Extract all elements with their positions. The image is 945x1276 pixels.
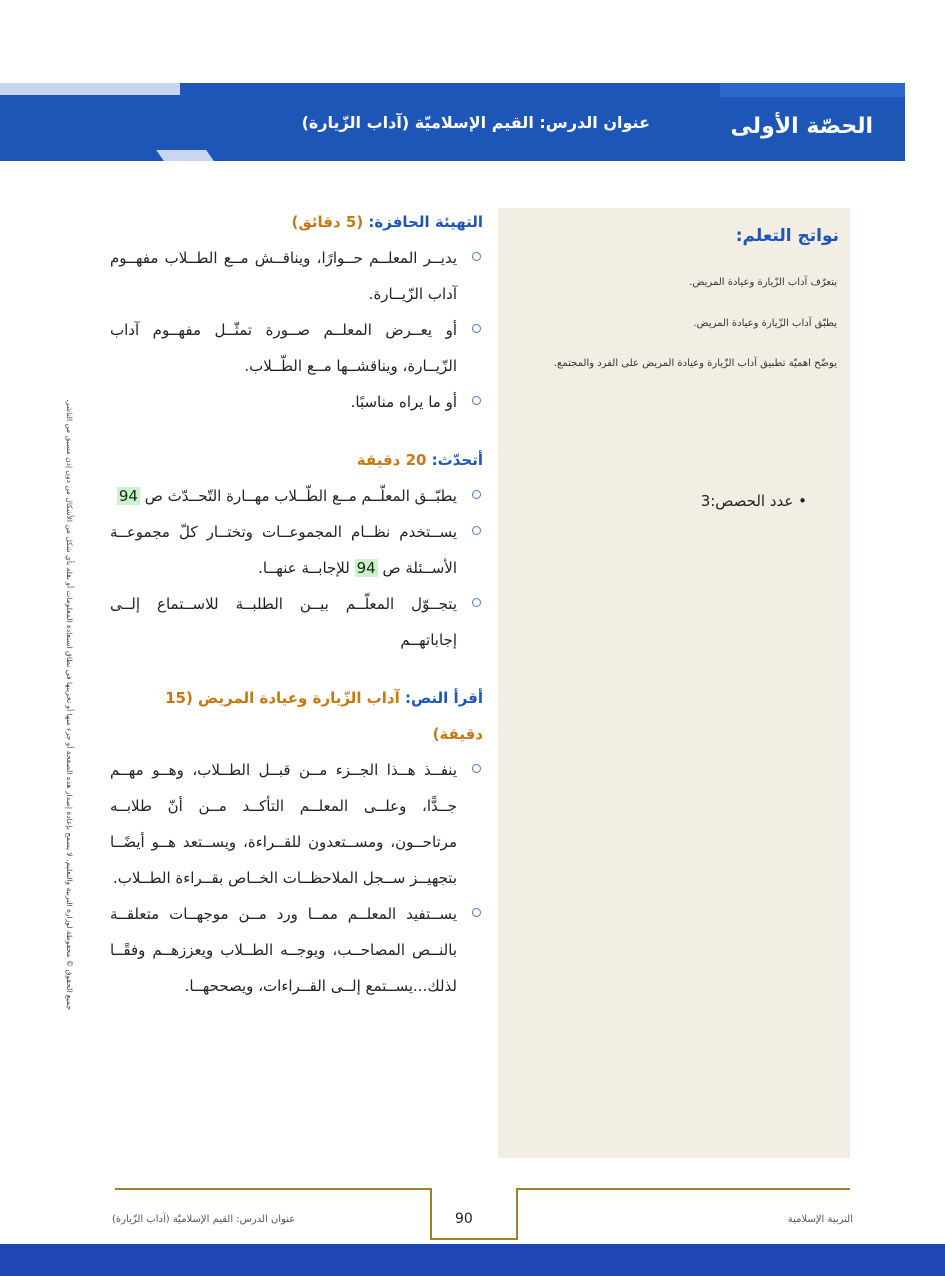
footer-subject: التربية الإسلامية [787, 1214, 853, 1225]
lesson-number: الحصّة الأولى [730, 114, 873, 139]
list-item [110, 312, 483, 384]
list-item-text: للإجابــة عنهــا. [258, 559, 350, 577]
section-label: أتحدّث: [431, 451, 483, 469]
circle-bullet-icon [472, 764, 481, 773]
list-item-text: أو ما يراه مناسبًا. [350, 393, 457, 411]
outcome-item: يتعرّف آداب الزّيارة وعيادة المريض. [689, 277, 837, 288]
footer-lesson-title: عنوان الدرس: القيم الإسلاميّة (آداب الزّيارة) [112, 1214, 296, 1225]
list-item [110, 752, 483, 896]
section-time: (5 دقائق) [291, 213, 369, 231]
list-item-text: يطبّــق المعلّــم مــع الطّــلاب مهــارة التّحــدّث ص [144, 487, 457, 505]
list-item [110, 240, 483, 312]
speaking-list [110, 478, 483, 658]
banner-accent [156, 150, 214, 161]
circle-bullet-icon [472, 526, 481, 535]
copyright-note: جميع الحقوق © محفوظة لوزارة التربية والتعليم. لا يسمح بإعادة إصدار هذه الصفحة أو جزء منها أو تخزينها في نطاق استعادة المعلومات أو نقله بأي شكل من الأشكال من دون إذن مسبق من الناشر. [65, 399, 74, 1010]
list-item [110, 514, 483, 586]
section-time: آداب الزّيارة وعيادة المريض (15 دقيقة) [165, 689, 483, 743]
circle-bullet-icon [472, 598, 481, 607]
page-reference: 94 [118, 487, 138, 505]
warmup-list [110, 240, 483, 420]
section-label: التهيئة الحافزة: [368, 213, 483, 231]
periods-text: عدد الحصص:3 [700, 492, 794, 510]
outcome-item: يوضّح اهميّة تطبيق آداب الزّيارة وعيادة المريض على الفرد والمجتمع. [553, 358, 837, 369]
section-label: أقرأ النص: [404, 689, 483, 707]
circle-bullet-icon [472, 396, 481, 405]
periods-count: • عدد الحصص:3 [700, 492, 807, 510]
reading-list [110, 752, 483, 1004]
page-reference: 94 [356, 559, 376, 577]
page-number: 90 [455, 1211, 473, 1227]
list-item-text: يســتخدم نظــام المجموعــات وتختــار كلّ مجموعــة الأســئلة ص [110, 523, 457, 577]
section-title-speaking [110, 442, 483, 478]
learning-outcomes-panel [498, 208, 850, 1158]
list-item [110, 478, 483, 514]
list-item [110, 586, 483, 658]
list-item-text: يتجــوّل المعلّــم بيــن الطلبــة للاســتماع إلــى إجاباتهــم [110, 595, 457, 649]
circle-bullet-icon [472, 908, 481, 917]
page-number-tab [430, 1188, 518, 1240]
outcomes-title: نواتج التعلم: [735, 226, 839, 246]
circle-bullet-icon [472, 252, 481, 261]
section-time: 20 دقيقة [356, 451, 432, 469]
list-item-text: يســتفيد المعلــم ممــا ورد مــن موجهــات متعلقــة بالنــص المصاحــب، ويوجــه الطــلاب ويعززهــم وفقًــا لذلك...يســتمع إلــى القــراءات، ويصححهــا. [110, 905, 457, 995]
banner-accent [720, 83, 905, 97]
list-item [110, 384, 483, 420]
banner-accent [0, 83, 180, 95]
outcome-item: يطبّق آداب الزّيارة وعيادة المريض. [693, 318, 837, 329]
circle-bullet-icon [472, 324, 481, 333]
list-item-text: ينفــذ هــذا الجــزء مــن قبــل الطــلاب، وهــو مهــم جــدًّا، وعلــى المعلــم التأكــد مــن أنّ طلابــه مرتاحــون، ومســتعدون للقــراءة، ويســتعد هــو أيضًــا بتجهيــز ســجل الملاحظــات الخــاص بقــراءة الطــلاب. [110, 761, 457, 887]
circle-bullet-icon [472, 490, 481, 499]
section-title-warmup [110, 204, 483, 240]
list-item-text: يديــر المعلــم حــوارًا، ويناقــش مــع الطــلاب مفهــوم آداب الزّيــارة. [110, 249, 457, 303]
bottom-bar [0, 1244, 945, 1276]
lesson-content [110, 204, 483, 1004]
list-item [110, 896, 483, 1004]
list-item-text: أو يعــرض المعلــم صــورة تمثّــل مفهــوم آداب الزّيــارة، ويناقشــها مــع الطّــلاب. [110, 321, 457, 375]
section-title-reading [110, 680, 483, 752]
lesson-title: عنوان الدرس: القيم الإسلاميّة (آداب الزّيارة) [301, 113, 650, 132]
